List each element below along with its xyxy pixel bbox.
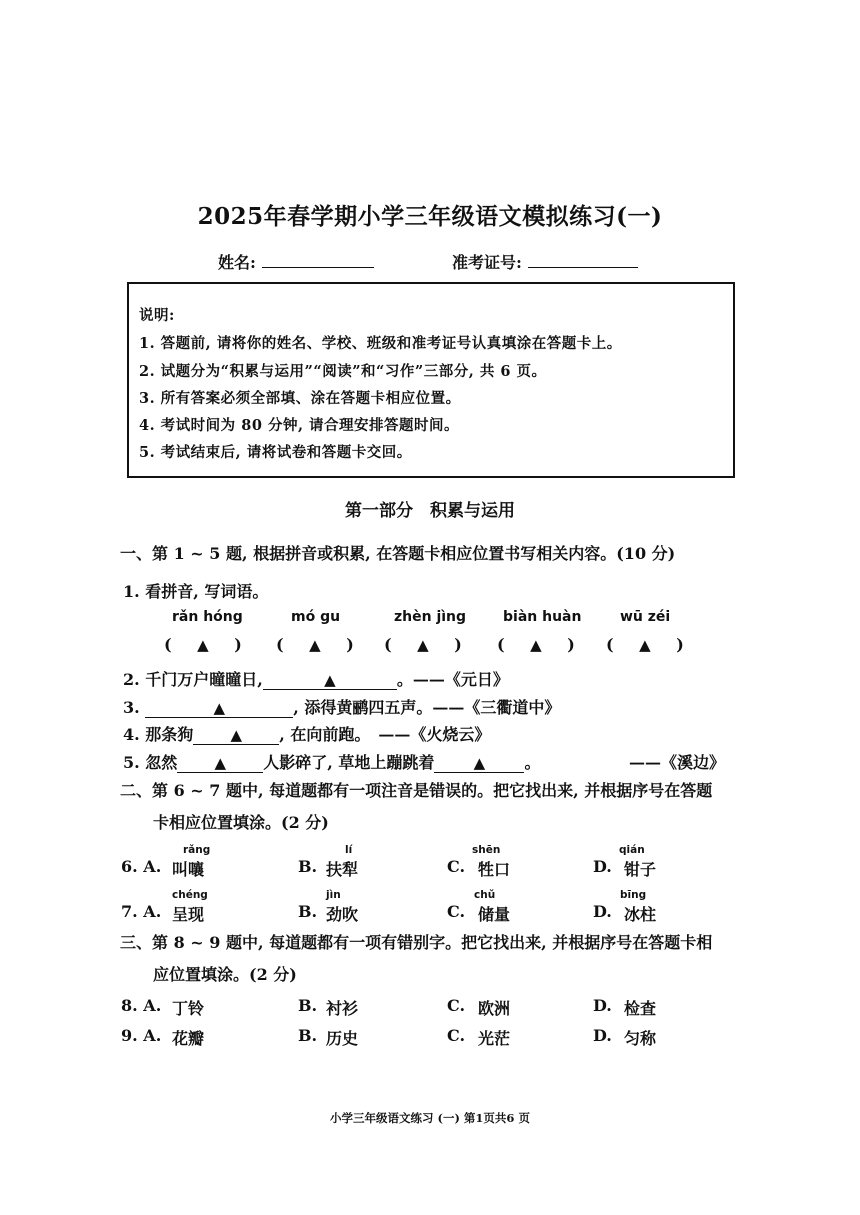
triangle-marker: ▲ bbox=[324, 671, 336, 689]
q9-option-a: 花瓣 bbox=[172, 1029, 205, 1048]
q6-label-c: C. bbox=[447, 857, 466, 876]
triangle-marker: ▲ bbox=[197, 636, 209, 654]
q8-option-a: 丁铃 bbox=[172, 999, 205, 1018]
page-footer: 小学三年级语文练习 (一) 第1页共6 页 bbox=[330, 1111, 530, 1125]
q6-option-a-pinyin: rǎng bbox=[183, 844, 211, 856]
triangle-marker: ▲ bbox=[417, 636, 429, 654]
triangle-marker: ▲ bbox=[530, 636, 542, 654]
paren-right: ) bbox=[567, 635, 575, 654]
part2-heading-line1: 二、第 6 ~ 7 题中, 每道题都有一项注音是错误的。把它找出来, 并根据序号在答题 bbox=[120, 781, 713, 800]
paren-right: ) bbox=[676, 635, 684, 654]
q2 bbox=[123, 667, 509, 690]
q7-option-c-pinyin: chǔ bbox=[474, 889, 496, 901]
pinyin-4: biàn huàn bbox=[503, 609, 582, 625]
q2-source: 。——《元日》 bbox=[396, 670, 509, 689]
q8-option-d: 检査 bbox=[624, 999, 657, 1018]
q6-number: 6. A. bbox=[121, 857, 162, 876]
instruction-item: 3. 所有答案必须全部填、涂在答题卡相应位置。 bbox=[139, 390, 461, 407]
q5-text: 5. 忽然 bbox=[123, 753, 178, 772]
q8-label-c: C. bbox=[447, 996, 466, 1015]
q4-source: , 在向前跑。 ——《火烧云》 bbox=[279, 725, 491, 744]
instruction-item: 2. 试题分为“积累与运用”“阅读”和“习作”三部分, 共 6 页。 bbox=[139, 363, 547, 380]
page-title: 2025年春学期小学三年级语文模拟练习(一) bbox=[197, 203, 663, 230]
paren-right: ) bbox=[454, 635, 462, 654]
q6-label-b: B. bbox=[298, 857, 318, 876]
q4 bbox=[123, 722, 490, 745]
q6-option-b-pinyin: lí bbox=[345, 844, 353, 856]
q9-label-b: B. bbox=[298, 1026, 318, 1045]
q6-option-b: 扶犁 bbox=[326, 860, 359, 879]
answer-slot-1 bbox=[164, 635, 242, 654]
paren-left: ( bbox=[164, 635, 172, 654]
q1-label: 1. 看拼音, 写词语。 bbox=[123, 582, 269, 601]
name-label: 姓名: bbox=[218, 253, 256, 272]
q7-number: 7. A. bbox=[121, 902, 162, 921]
q5-text-mid: 人影碎了, 草地上蹦跳着 bbox=[263, 753, 435, 772]
q7-label-c: C. bbox=[447, 902, 466, 921]
pinyin-5: wū zéi bbox=[620, 609, 671, 625]
q7-option-d: 冰柱 bbox=[624, 905, 657, 924]
pinyin-2: mó gu bbox=[291, 609, 341, 625]
q5-source: ——《溪边》 bbox=[629, 753, 726, 772]
part3-heading-line1: 三、第 8 ~ 9 题中, 每道题都有一项有错别字。把它找出来, 并根据序号在答题卡相 bbox=[120, 933, 713, 952]
q5-blank-1 bbox=[177, 753, 263, 773]
instruction-item: 5. 考试结束后, 请将试卷和答题卡交回。 bbox=[139, 444, 412, 461]
q4-text: 4. 那条狗 bbox=[123, 725, 194, 744]
exam-id-blank bbox=[528, 251, 638, 268]
q9-number: 9. A. bbox=[121, 1026, 162, 1045]
q6-label-d: D. bbox=[593, 857, 612, 876]
answer-slot-4 bbox=[497, 635, 575, 654]
q3 bbox=[123, 695, 560, 718]
instructions-box bbox=[127, 282, 735, 478]
q2-text: 2. 千门万户曈曈日, bbox=[123, 670, 263, 689]
name-field bbox=[218, 250, 374, 273]
q9-label-c: C. bbox=[447, 1026, 466, 1045]
triangle-marker: ▲ bbox=[639, 636, 651, 654]
triangle-marker: ▲ bbox=[214, 754, 227, 772]
q5-blank-2 bbox=[434, 753, 524, 773]
pinyin-3: zhèn jìng bbox=[394, 609, 467, 625]
q7-option-d-pinyin: bīng bbox=[620, 889, 647, 901]
q2-blank bbox=[263, 670, 397, 690]
paren-right: ) bbox=[234, 635, 242, 654]
q8-label-d: D. bbox=[593, 996, 612, 1015]
q6-option-c-pinyin: shēn bbox=[472, 844, 501, 856]
pinyin-1: rǎn hóng bbox=[172, 609, 243, 625]
answer-slot-5 bbox=[606, 635, 684, 654]
answer-slot-2 bbox=[276, 635, 354, 654]
q7-option-a-pinyin: chéng bbox=[172, 889, 208, 901]
paren-right: ) bbox=[346, 635, 354, 654]
q9-option-d: 匀称 bbox=[624, 1029, 657, 1048]
q7-option-a: 呈现 bbox=[172, 905, 205, 924]
part1-heading: 一、第 1 ~ 5 题, 根据拼音或积累, 在答题卡相应位置书写相关内容。(10 分) bbox=[120, 544, 676, 563]
paren-left: ( bbox=[276, 635, 284, 654]
section-title: 第一部分 积累与运用 bbox=[345, 501, 515, 521]
paren-left: ( bbox=[497, 635, 505, 654]
triangle-marker: ▲ bbox=[230, 726, 243, 744]
q8-number: 8. A. bbox=[121, 996, 162, 1015]
part2-heading-line2: 卡相应位置填涂。(2 分) bbox=[153, 813, 329, 832]
q7-label-d: D. bbox=[593, 902, 612, 921]
answer-slot-3 bbox=[384, 635, 462, 654]
q7-option-c: 储量 bbox=[478, 905, 511, 924]
instruction-item: 4. 考试时间为 80 分钟, 请合理安排答题时间。 bbox=[139, 417, 460, 434]
q3-number: 3. bbox=[123, 698, 140, 717]
q6-option-d-pinyin: qián bbox=[619, 844, 645, 856]
exam-id-field bbox=[452, 250, 638, 273]
q5 bbox=[123, 750, 540, 773]
q6-option-a: 叫嚷 bbox=[172, 860, 205, 879]
q3-source: , 添得黄鹂四五声。——《三衢道中》 bbox=[293, 698, 561, 717]
q6-option-c: 牲口 bbox=[478, 860, 511, 879]
q4-blank bbox=[193, 725, 279, 745]
q8-option-c: 欧洲 bbox=[478, 999, 511, 1018]
q9-option-b: 历史 bbox=[326, 1029, 359, 1048]
q5-end: 。 bbox=[524, 753, 541, 772]
exam-id-label: 准考证号: bbox=[452, 253, 522, 272]
q7-option-b: 劲吹 bbox=[326, 905, 359, 924]
name-blank bbox=[262, 251, 374, 268]
q7-label-b: B. bbox=[298, 902, 318, 921]
triangle-marker: ▲ bbox=[473, 754, 486, 772]
instruction-item: 1. 答题前, 请将你的姓名、学校、班级和准考证号认真填涂在答题卡上。 bbox=[139, 335, 622, 352]
q8-label-b: B. bbox=[298, 996, 318, 1015]
paren-left: ( bbox=[384, 635, 392, 654]
instructions-heading: 说明: bbox=[139, 307, 175, 324]
q6-option-d: 钳子 bbox=[624, 860, 657, 879]
q8-option-b: 衬衫 bbox=[326, 999, 359, 1018]
part3-heading-line2: 应位置填涂。(2 分) bbox=[153, 965, 297, 984]
q7-option-b-pinyin: jìn bbox=[326, 889, 341, 901]
triangle-marker: ▲ bbox=[213, 699, 226, 717]
q9-option-c: 光茫 bbox=[478, 1029, 511, 1048]
triangle-marker: ▲ bbox=[309, 636, 321, 654]
q9-label-d: D. bbox=[593, 1026, 612, 1045]
q3-blank bbox=[145, 698, 293, 718]
paren-left: ( bbox=[606, 635, 614, 654]
